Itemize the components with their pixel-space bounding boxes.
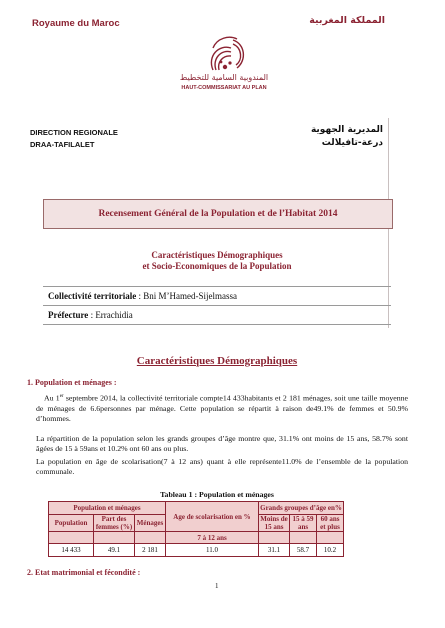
country-name-fr: Royaume du Maroc xyxy=(32,18,120,29)
cell-60-plus: 10.2 xyxy=(317,544,344,557)
table-group-population: Population et ménages xyxy=(49,502,166,515)
col-15-59: 15 à 59 ans xyxy=(290,515,317,532)
prefecture-label: Préfecture xyxy=(48,310,89,320)
census-banner: Recensement Général de la Population et de l’Habitat 2014 xyxy=(43,199,393,229)
col-population: Population xyxy=(49,515,94,532)
paragraph-3: La population en âge de scolarisation(7 à 12 ans) quant à elle représente11.0% de l’ensemble de la population communale. xyxy=(36,457,408,476)
logo-french-text: HAUT-COMMISSARIAT AU PLAN xyxy=(181,85,267,91)
collectivite-value: : Bni M’Hamed-Sijelmassa xyxy=(138,291,237,301)
logo-arabic-text: المندوبية السامية للتخطيط xyxy=(179,73,269,82)
table-blank xyxy=(135,532,166,544)
table-blank xyxy=(49,532,94,544)
table-row xyxy=(49,544,344,557)
divider xyxy=(43,286,391,287)
table-blank xyxy=(259,532,290,544)
subtitle-line1: Caractéristiques Démographiques xyxy=(151,250,283,260)
section-title: Caractéristiques Démographiques xyxy=(136,355,298,367)
paragraph-2: La répartition de la population selon les grands groupes d’âge montre que, 31.1% ont moins de 15 ans, 58.7% sont âgées de 15 à 59ans et 10.2% ont 60 ans ou plus. xyxy=(36,434,408,453)
col-moins-15: Moins de 15 ans xyxy=(260,515,288,531)
subtitle-line2: et Socio-Economiques de la Population xyxy=(142,261,292,271)
country-name-ar: المملكة المغربية xyxy=(309,15,385,26)
table-group-age-scolarisation xyxy=(166,502,259,532)
page-number: 1 xyxy=(215,582,219,590)
paragraph-1 xyxy=(36,392,408,424)
direction-ar-line2: درعة-تافيلالت xyxy=(321,138,383,148)
collectivite-field xyxy=(48,291,237,301)
prefecture-value: : Errachidia xyxy=(90,310,133,320)
direction-fr xyxy=(30,127,118,151)
cell-population: 14 433 xyxy=(49,544,94,557)
table-blank xyxy=(317,532,344,544)
direction-fr-line1: DIRECTION REGIONALE xyxy=(30,128,118,137)
direction-ar xyxy=(311,124,383,150)
table-group-grands-groupes: Grands groupes d’âge en% xyxy=(259,502,344,515)
document-subtitle xyxy=(43,250,391,272)
cell-menages: 2 181 xyxy=(135,544,166,557)
table1-title: Tableau 1 : Population et ménages xyxy=(160,490,274,499)
collectivite-label: Collectivité territoriale xyxy=(48,291,137,301)
p1-start: Au 1 xyxy=(44,393,60,403)
population-table xyxy=(48,501,344,557)
p1-superscript: er xyxy=(59,394,64,399)
direction-fr-line2: DRAA-TAFILALET xyxy=(30,140,95,149)
col-7-12: 7 à 12 ans xyxy=(166,532,259,544)
cell-moins-15: 31.1 xyxy=(259,544,290,557)
col-menages: Ménages xyxy=(135,515,166,532)
direction-ar-line1: المديرية الجهوية xyxy=(310,125,383,135)
cell-15-59: 58.7 xyxy=(290,544,317,557)
divider xyxy=(43,305,391,306)
p1-rest: septembre 2014, la collectivité territoriale compte14 433habitants et 2 181 ménages, soit une taille moyenne de ménages de 6.6personnes par ménage. Cette population se répartit à raison de49.1% de femmes et 50.9% d’hommes. xyxy=(36,393,408,423)
col-part-femmes: Part des femmes (%) xyxy=(94,515,135,532)
table-group-age-scolarisation-label: Age de scolarisation en % xyxy=(173,512,251,521)
cell-7-12: 11.0 xyxy=(166,544,259,557)
table-blank xyxy=(94,532,135,544)
section1-heading: 1. Population et ménages : xyxy=(27,378,117,387)
cell-part-femmes: 49.1 xyxy=(94,544,135,557)
table-blank xyxy=(290,532,317,544)
prefecture-field xyxy=(48,310,133,320)
col-60-plus: 60 ans et plus xyxy=(317,515,344,532)
section2-heading: 2. Etat matrimonial et fécondité : xyxy=(27,568,141,577)
divider xyxy=(43,324,391,325)
